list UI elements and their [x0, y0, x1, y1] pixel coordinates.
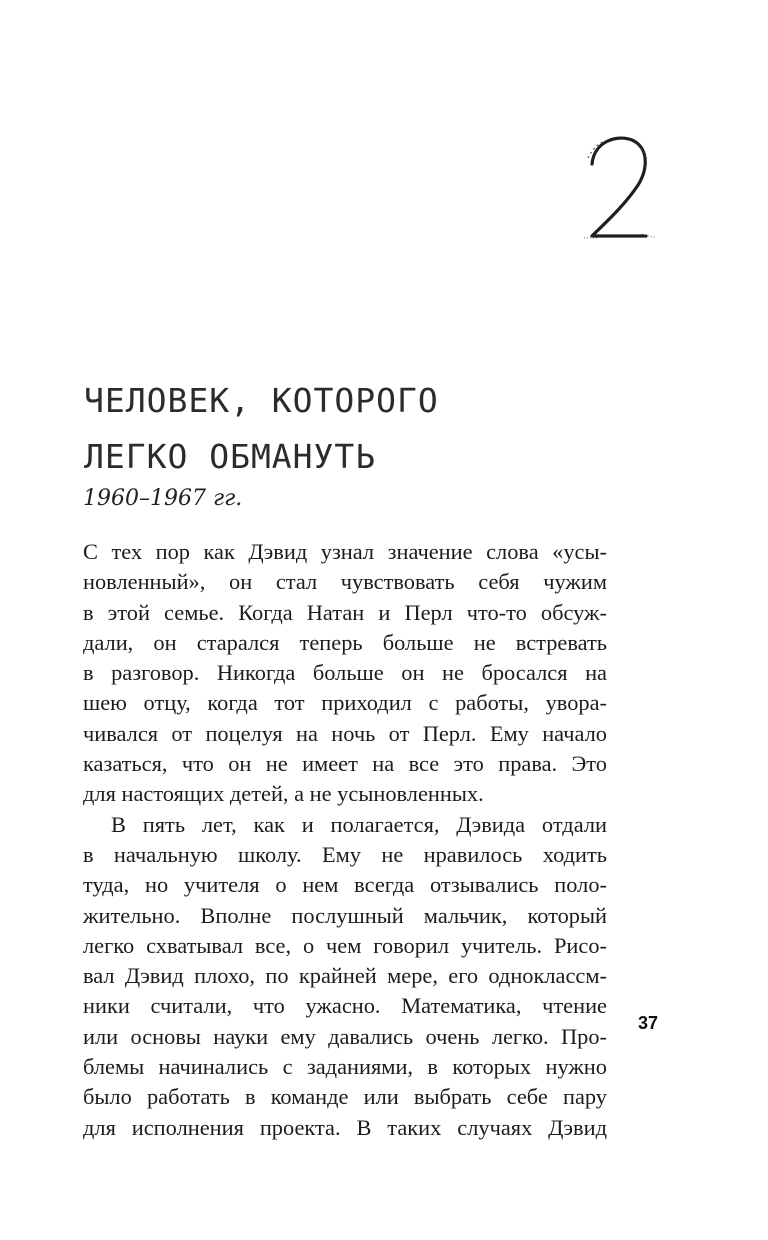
text-line: для исполнения проекта. В таких случаях Дэвид [83, 1114, 607, 1140]
text-line: легко схватывал все, о чем говорил учитель. Рисо- [83, 932, 607, 958]
text-line: вал Дэвид плохо, по крайней мере, его одноклассм- [83, 963, 607, 989]
text-line: блемы начинались с заданиями, в которых нужно [83, 1054, 607, 1080]
text-line: дали, он старался теперь больше не встревать [83, 629, 607, 655]
text-line: было работать в команде или выбрать себе пару [83, 1084, 607, 1110]
chapter-title-line-2: ЛЕГКО ОБМАНУТЬ [84, 437, 377, 476]
text-line: жительно. Вполне послушный мальчик, который [83, 902, 607, 928]
text-line: шею отцу, когда тот приходил с работы, увора- [83, 690, 607, 716]
page-number: 37 [638, 1013, 659, 1033]
chapter-title [84, 373, 604, 485]
text-line: новленный», он стал чувствовать себя чужим [83, 569, 607, 595]
text-line: туда, но учителя о нем всегда отзывались поло- [83, 872, 607, 898]
text-line: С тех пор как Дэвид узнал значение слова «усы- [83, 539, 607, 564]
text-line: для настоящих детей, а не усыновленных. [83, 781, 484, 807]
text-line: или основы науки ему давались очень легко. Про- [83, 1023, 607, 1049]
body-text [83, 537, 607, 1143]
text-line: казаться, что он не имеет на все это права. Это [83, 751, 607, 777]
text-line: В пять лет, как и полагается, Дэвида отдали [111, 811, 607, 837]
text-line: в начальную школу. Ему не нравилось ходить [83, 841, 607, 867]
chapter-dates: 1960–1967 гг. [83, 486, 243, 511]
chapter-title-line-1: ЧЕЛОВЕК, КОТОРОГО [84, 381, 439, 420]
text-line: ники считали, что ужасно. Математика, чтение [83, 993, 607, 1019]
text-line: в разговор. Никогда больше он не бросался на [83, 660, 607, 686]
text-line: в этой семье. Когда Натан и Перл что-то обсуж- [83, 599, 607, 625]
text-line: чивался от поцелуя на ночь от Перл. Ему начало [83, 720, 607, 746]
chapter-number [578, 128, 658, 246]
